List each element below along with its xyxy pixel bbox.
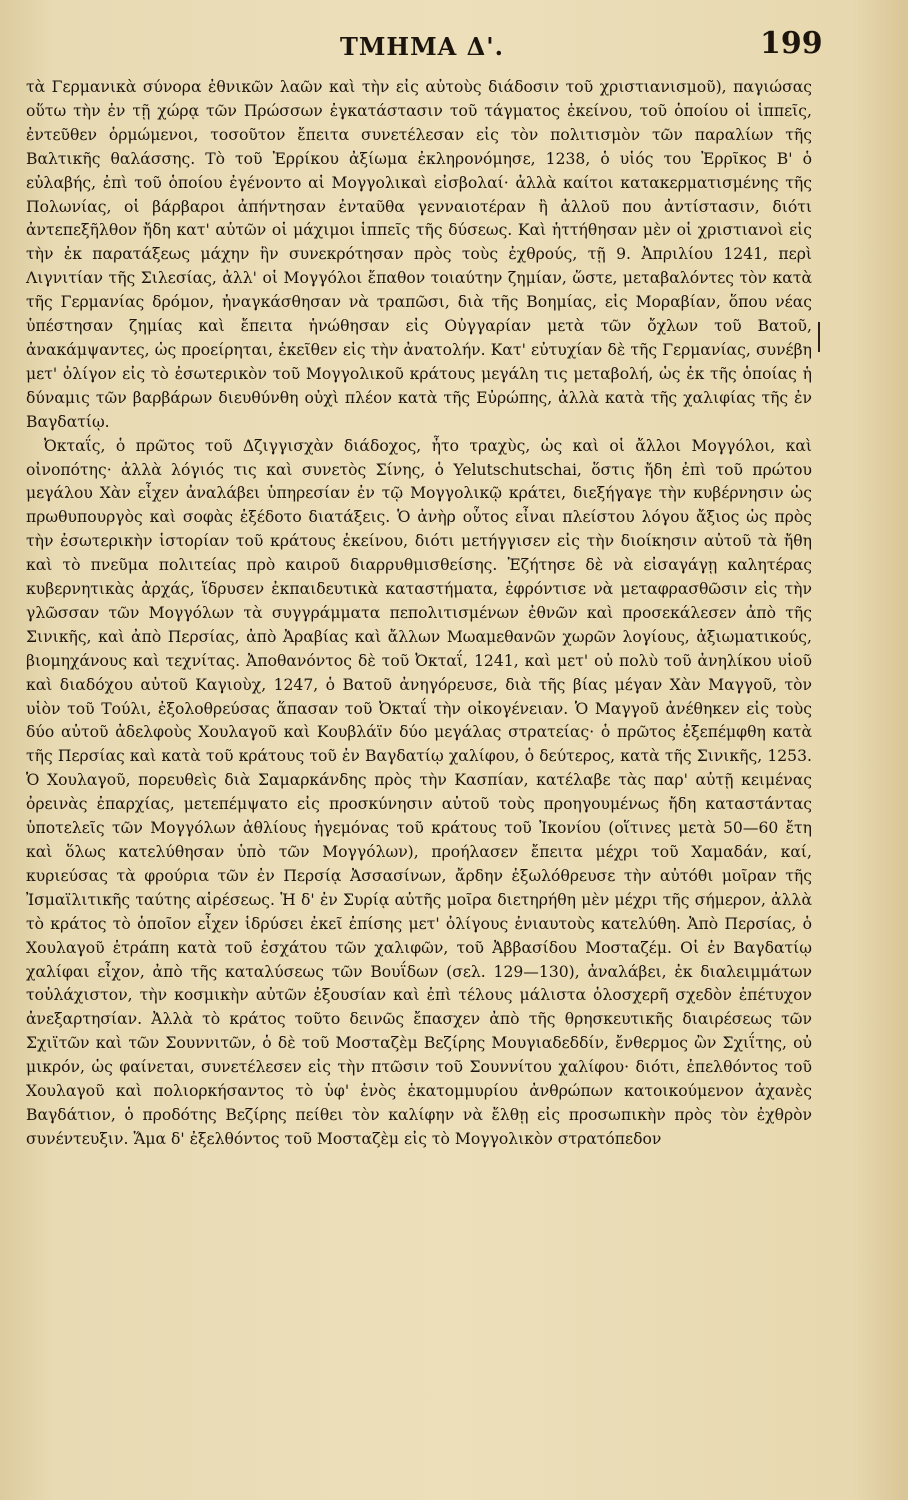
page-number: 199 [760,26,823,61]
body-text [26,76,812,1152]
page-header [0,24,908,68]
paragraph-1: τὰ Γερμανικὰ σύνορα ἐθνικῶν λαῶν καὶ τὴν εἰς αὐτοὺς διάδοσιν τοῦ χριστιανισμοῦ), παγιώσας οὕτω τὴν ἐν τῇ χώρᾳ τῶν Πρώσσων ἐγκατάστασιν τοῦ τάγματος ἐκείνου, τοῦ ὁποίου οἱ ἱππεῖς, ἐντεῦθεν ὁρμώμενοι, τοσοῦτον ἔπειτα συνετέλεσαν εἰς τὸν πολιτισμὸν τῶν παραλίων τῆς Βαλτικῆς θαλάσσης. Τὸ τοῦ Ἐρρίκου ἀξίωμα ἐκληρονόμησε, 1238, ὁ υἱός του Ἐρρῖκος Β' ὁ εὐλαβής, ἐπὶ τοῦ ὁποίου ἐγένοντο αἱ Μογγολικαὶ εἰσβολαί· ἀλλὰ καίτοι κατακερματισμένης τῆς Πολωνίας, οἱ βάρβαροι ἀπήντησαν ἐνταῦθα γενναιοτέραν ἢ ἀλλοῦ που ἀντίστασιν, διότι ἀντεπεξῆλθον ἤδη κατ' αὐτῶν οἱ μάχιμοι ἱππεῖς τῆς δύσεως. Καὶ ἡττήθησαν μὲν οἱ χριστιανοὶ εἰς τὴν ἐκ παρατάξεως μάχην ἣν συνεκρότησαν πρὸς τοὺς ἐχθρούς, τῇ 9. Ἀπριλίου 1241, περὶ Λιγνιτίαν τῆς Σιλεσίας, ἀλλ' οἱ Μογγόλοι ἔπαθον τοιαύτην ζημίαν, ὥστε, μεταβαλόντες τὸν κατὰ τῆς Γερμανίας δρόμον, ἠναγκάσθησαν νὰ τραπῶσι, διὰ τῆς Βοημίας, εἰς Μοραβίαν, ὅπου νέας ὑπέστησαν ζημίας καὶ ἔπειτα ἡνώθησαν εἰς Οὐγγαρίαν μετὰ τῶν ὄχλων τοῦ Βατοῦ, ἀνακάμψαντες, ὡς προείρηται, ἐκεῖθεν εἰς τὴν ἀνατολήν. Κατ' εὐτυχίαν δὲ τῆς Γερμανίας, συνέβη μετ' ὀλίγον εἰς τὸ ἐσωτερικὸν τοῦ Μογγολικοῦ κράτους μεγάλη τις μεταβολή, ὡς ἐκ τῆς ὁποίας ἡ δύναμις τῶν βαρβάρων διευθύνθη οὐχὶ πλέον κατὰ τῆς Εὐρώπης, ἀλλὰ κατὰ τῆς χαλιφίας τῆς ἐν Βαγδατίῳ. [26,78,812,431]
paragraph-2: Ὀκταΐς, ὁ πρῶτος τοῦ Δζιγγισχὰν διάδοχος, ἦτο τραχὺς, ὡς καὶ οἱ ἄλλοι Μογγόλοι, καὶ οἰνοπότης· ἀλλὰ λόγιός τις καὶ συνετὸς Σίνης, ὁ Yelutschutschai, ὅστις ἤδη ἐπὶ τοῦ πρώτου μεγάλου Χὰν εἶχεν ἀναλάβει ὑπηρεσίαν ἐν τῷ Μογγολικῷ κράτει, διεξήγαγε τὴν κυβέρνησιν ὡς πρωθυπουργὸς καὶ σοφὰς ἐξέδοτο διατάξεις. Ὁ ἀνὴρ οὗτος εἶναι πλείστου λόγου ἄξιος ὡς πρὸς τὴν ἐσωτερικὴν ἱστορίαν τοῦ κράτους ἐκείνου, διότι μετήγγισεν εἰς τὴν διοίκησιν αὐτοῦ τὰ ἤθη καὶ τὸ πνεῦμα πολιτείας πρὸ καιροῦ διαρρυθμισθείσης. Ἐζήτησε δὲ νὰ εἰσαγάγῃ καλητέρας κυβερνητικὰς ἀρχάς, ἵδρυσεν ἐκπαιδευτικὰ καταστήματα, ἐφρόντισε νὰ μεταφρασθῶσιν εἰς τὴν γλῶσσαν τῶν Μογγόλων τὰ συγγράμματα πεπολιτισμένων ἐθνῶν καὶ προσεκάλεσεν ἀπὸ τῆς Σινικῆς, καὶ ἀπὸ Περσίας, ἀπὸ Ἀραβίας καὶ ἄλλων Μωαμεθανῶν χωρῶν λογίους, ἀξιωματικούς, βιομηχάνους καὶ τεχνίτας. Ἀποθανόντος δὲ τοῦ Ὀκταΐ, 1241, καὶ μετ' οὐ πολὺ τοῦ ἀνηλίκου υἱοῦ καὶ διαδόχου αὐτοῦ Καγιοὺχ, 1247, ὁ Βατοῦ ἀνηγόρευσε, διὰ τῆς βίας μέγαν Χὰν Μαγγοῦ, τὸν υἱὸν τοῦ Τούλι, ἐξολοθρεύσας ἅπασαν τοῦ Ὀκταΐ τὴν οἰκογένειαν. Ὁ Μαγγοῦ ἀνέθηκεν εἰς τοὺς δύο αὐτοῦ ἀδελφοὺς Χουλαγοῦ καὶ Κουβλάϊν δύο μεγάλας στρατείας· ὁ πρῶτος ἐξεπέμφθη κατὰ τῆς Περσίας καὶ κατὰ τοῦ κράτους τοῦ ἐν Βαγδατίῳ χαλίφου, ὁ δεύτερος, κατὰ τῆς Σινικῆς, 1253. Ὁ Χουλαγοῦ, πορευθεὶς διὰ Σαμαρκάνδης πρὸς τὴν Κασπίαν, κατέλαβε τὰς παρ' αὐτῇ κειμένας ὀρεινὰς ἐπαρχίας, μετεπέμψατο εἰς προσκύνησιν αὐτοῦ τοὺς προηγουμένως ἤδη καταστάντας ὑποτελεῖς τῶν Μογγόλων ἀθλίους ἡγεμόνας τοῦ κράτους τοῦ Ἰκονίου (οἵτινες μετὰ 50—60 ἔτη καὶ ὅλως κατελύθησαν ὑπὸ τῶν Μογγόλων), προήλασεν ἔπειτα μέχρι τοῦ Χαμαδάν, καί, κυριεύσας τὰ φρούρια τῶν ἐν Περσίᾳ Ἀσσασίνων, ἄρδην ἐξωλόθρευσε τὴν αὐτόθι μοῖραν τῆς Ἰσμαϊλιτικῆς ταύτης αἱρέσεως. Ἡ δ' ἐν Συρίᾳ αὐτῆς μοῖρα διετηρήθη μὲν μέχρι τῆς σήμερον, ἀλλὰ τὸ κράτος τὸ ὁποῖον εἶχεν ἱδρύσει ἐκεῖ ἐπίσης μετ' ὀλίγους ἐνιαυτοὺς κατελύθη. Ἀπὸ Περσίας, ὁ Χουλαγοῦ ἐτράπη κατὰ τοῦ ἐσχάτου τῶν χαλιφῶν, τοῦ Ἀββασίδου Μοσταζέμ. Οἱ ἐν Βαγδατίῳ χαλίφαι εἶχον, ἀπὸ τῆς καταλύσεως τῶν Βουΐδων (σελ. 129—130), ἀναλάβει, ἐκ διαλειμμάτων τοὐλάχιστον, τὴν κοσμικὴν αὐτῶν ἐξουσίαν καὶ ἐπὶ τέλους μάλιστα ὁλοσχερῆ σχεδὸν ἐπέτυχον ἀνεξαρτησίαν. Ἀλλὰ τὸ κράτος τοῦτο δεινῶς ἔπασχεν ἀπὸ τῆς θρησκευτικῆς διαιρέσεως τῶν Σχιϊτῶν καὶ τῶν Σουννιτῶν, ὁ δὲ τοῦ Μοσταζὲμ Βεζίρης Μουγιαδεδδίν, ἔνθερμος ὢν Σχιΐτης, οὐ μικρόν, ὡς φαίνεται, συνετέλεσεν εἰς τὴν πτῶσιν τοῦ Σουννίτου χαλίφου· διότι, ἐπελθόντος τοῦ Χουλαγοῦ καὶ πολιορκήσαντος τὸ ὑφ' ἑνὸς ἑκατομμυρίου ἀνθρώπων κατοικούμενον ἀχανὲς Βαγδάτιον, ὁ προδότης Βεζίρης πείθει τὸν καλίφην νὰ ἔλθῃ εἰς προσωπικὴν πρὸς τὸν ἐχθρὸν συνέντευξιν. Ἅμα δ' ἐξελθόντος τοῦ Μοσταζὲμ εἰς τὸ Μογγολικὸν στρατόπεδον [26,436,812,1148]
running-title: ΤΜΗΜΑ Δ'. [340,32,504,61]
margin-mark [818,322,820,352]
